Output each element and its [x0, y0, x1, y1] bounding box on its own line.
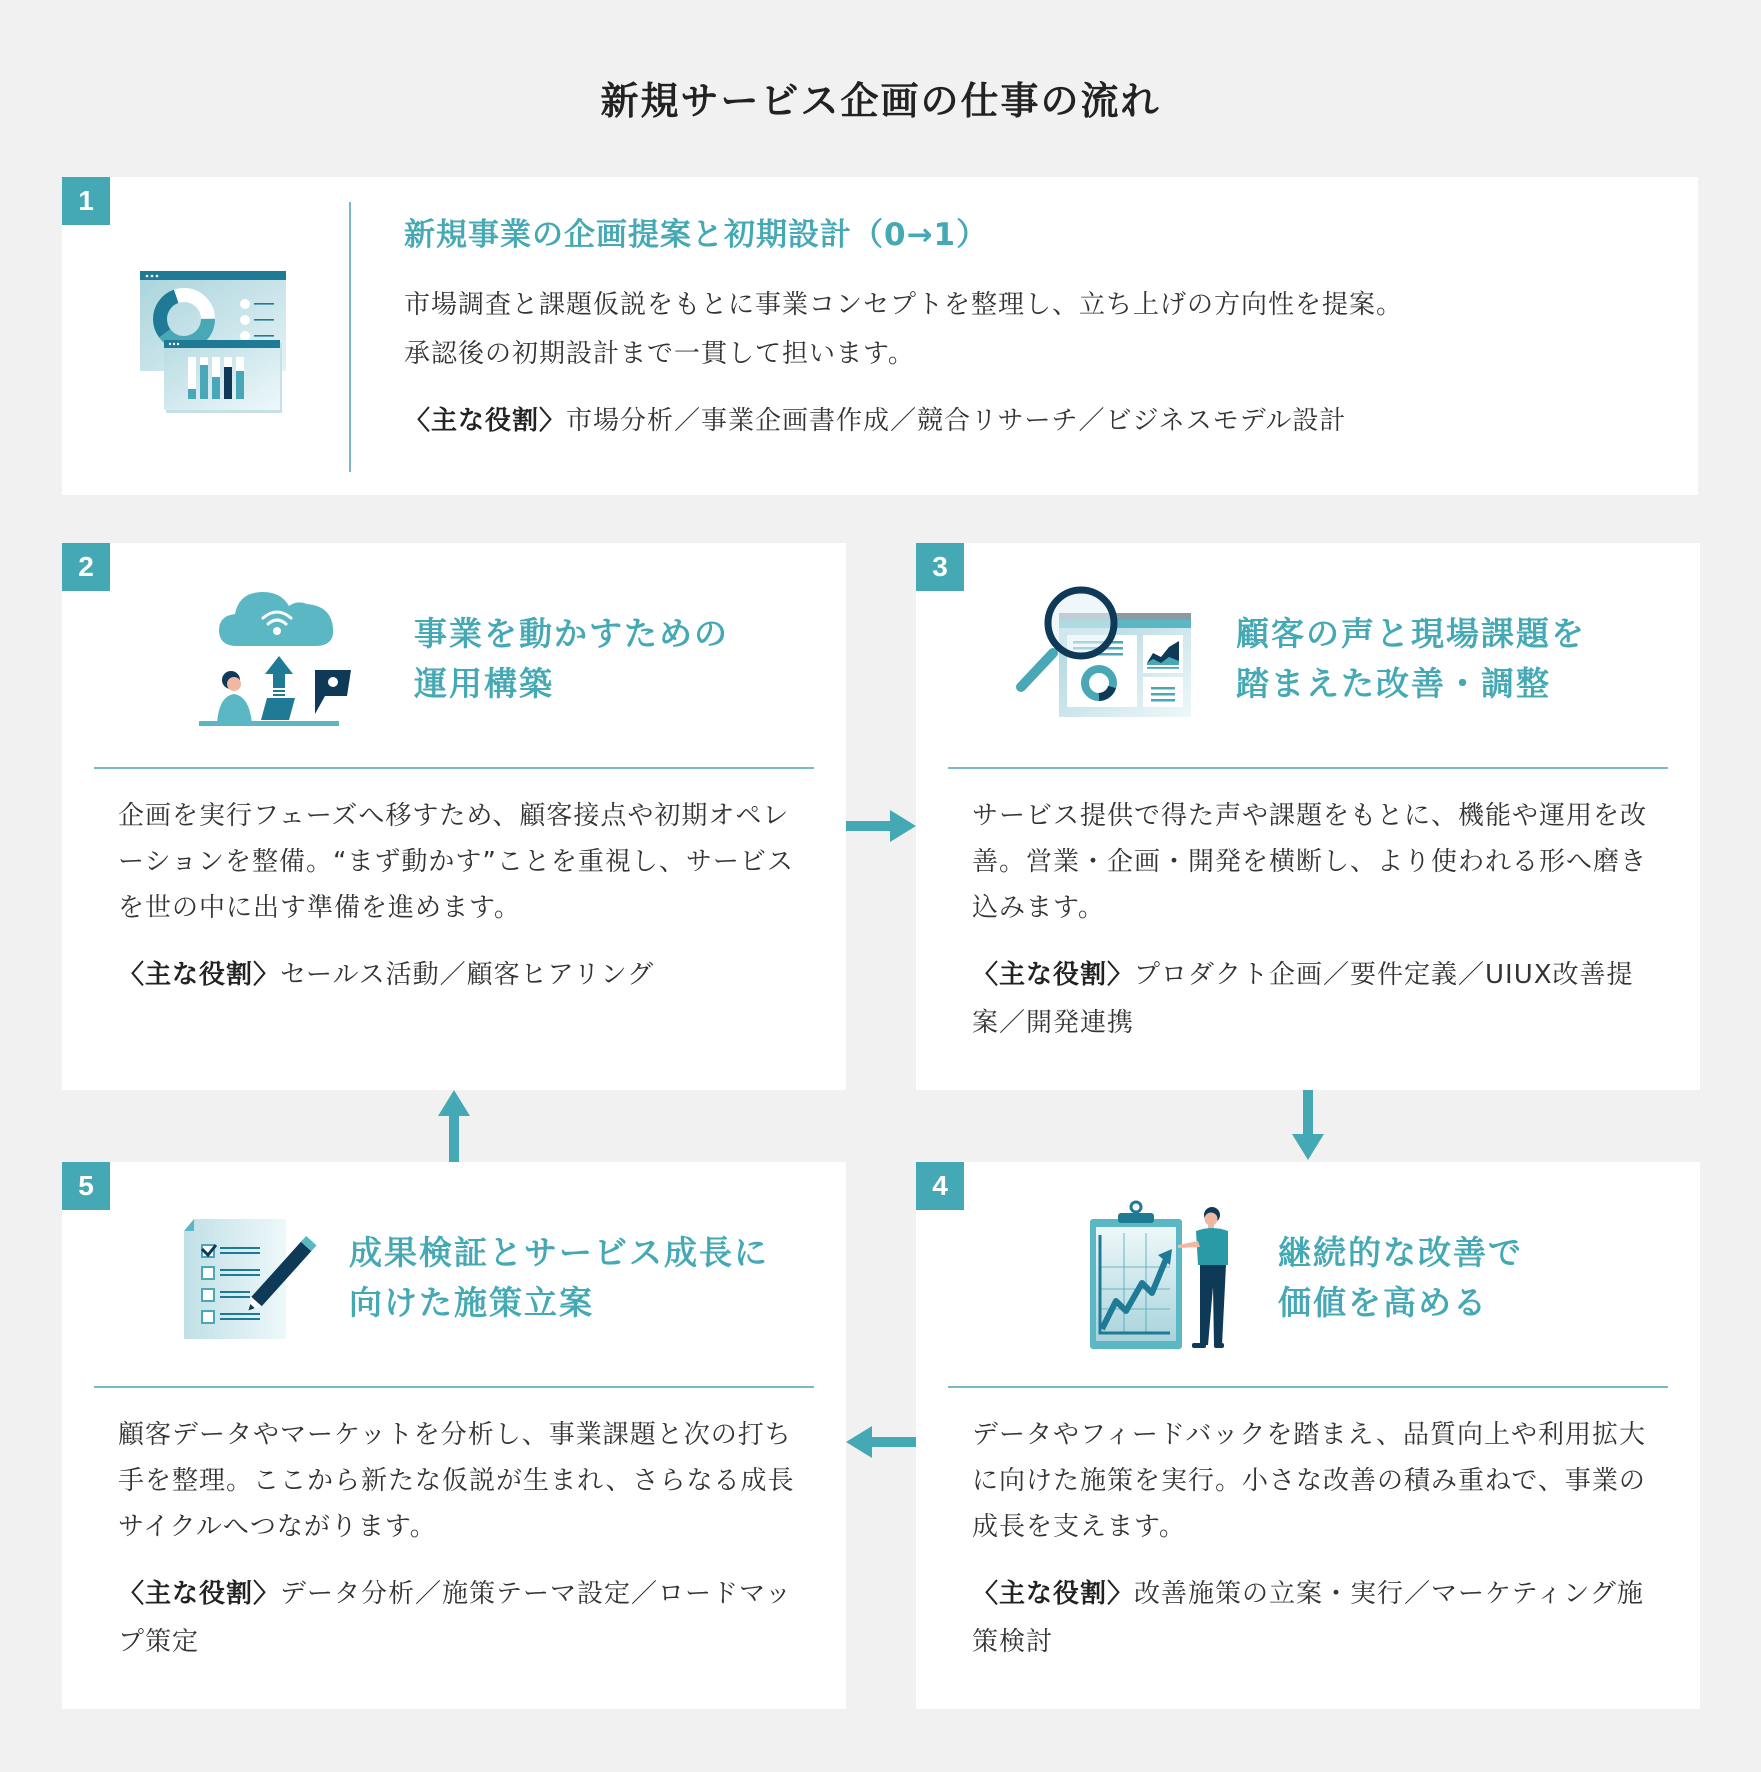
step-1-content [404, 215, 1654, 443]
roles-label: 〈主な役割〉 [972, 1579, 1135, 1609]
roles-list: データ分析／施策テーマ設定／ロードマップ策定 [118, 1579, 792, 1657]
step-number-badge: 5 [62, 1162, 110, 1210]
dashboard-charts-icon [132, 259, 292, 419]
step-number-badge: 2 [62, 543, 110, 591]
heading-line: 踏まえた改善・調整 [1236, 664, 1551, 703]
heading-line: 成果検証とサービス成長に [349, 1233, 769, 1272]
step-number-badge: 4 [916, 1162, 964, 1210]
roles-list: 市場分析／事業企画書作成／競合リサーチ／ビジネスモデル設計 [566, 406, 1347, 437]
roles-list: プロダクト企画／要件定義／UIUX改善提案／開発連携 [972, 960, 1634, 1038]
checklist-pencil-icon [182, 1207, 322, 1342]
roles-list: 改善施策の立案・実行／マーケティング施策検討 [972, 1579, 1644, 1657]
step-description-line: 市場調査と課題仮説をもとに事業コンセプトを整理し、立ち上げの方向性を提案。 [404, 290, 1404, 321]
heading-line: 顧客の声と現場課題を [1236, 614, 1586, 653]
step-heading [1236, 609, 1586, 709]
step-heading: 新規事業の企画提案と初期設計（0→1） [404, 217, 989, 253]
step-description-line: 承認後の初期設計まで一貫して担います。 [404, 339, 915, 370]
step-description: サービス提供で得た声や課題をもとに、機能や運用を改善。営業・企画・開発を横断し、より使われる形へ磨き込みます。 [972, 801, 1648, 923]
cloud-upload-person-icon [197, 578, 372, 728]
heading-line: 向けた施策立案 [349, 1283, 594, 1322]
horizontal-divider [94, 1386, 814, 1388]
page-title: 新規サービス企画の仕事の流れ [600, 79, 1161, 123]
step-heading [414, 609, 729, 709]
step-body [972, 1412, 1652, 1666]
step-5-card [62, 1162, 846, 1709]
horizontal-divider [948, 1386, 1668, 1388]
arrow-down-icon [1290, 1090, 1326, 1162]
step-roles [118, 1570, 798, 1666]
heading-line: 価値を高める [1278, 1283, 1488, 1322]
step-description: 企画を実行フェーズへ移すため、顧客接点や初期オペレーションを整備。“まず動かす”ことを重視し、サービスを世の中に出す準備を進めます。 [118, 801, 794, 923]
roles-label: 〈主な役割〉 [404, 406, 567, 437]
step-description: 顧客データやマーケットを分析し、事業課題と次の打ち手を整理。ここから新たな仮説が生まれ、さらなる成長サイクルへつながります。 [118, 1420, 795, 1542]
horizontal-divider [94, 767, 814, 769]
step-roles [118, 951, 798, 999]
horizontal-divider [948, 767, 1668, 769]
step-description: データやフィードバックを踏まえ、品質向上や利用拡大に向けた施策を実行。小さな改善の積み重ねで、事業の成長を支えます。 [972, 1420, 1646, 1542]
arrow-left-icon [846, 1424, 916, 1460]
step-roles [972, 1570, 1652, 1666]
roles-label: 〈主な役割〉 [972, 960, 1135, 990]
roles-label: 〈主な役割〉 [118, 1579, 281, 1609]
step-heading [349, 1228, 769, 1328]
step-2-card [62, 543, 846, 1090]
step-4-card [916, 1162, 1700, 1709]
roles-list: セールス活動／顧客ヒアリング [280, 960, 655, 990]
arrow-right-icon [846, 808, 916, 844]
magnifier-report-icon [1011, 583, 1196, 723]
step-roles [972, 951, 1652, 1047]
step-body [972, 793, 1652, 1047]
step-3-card [916, 543, 1700, 1090]
heading-line: 継続的な改善で [1278, 1233, 1523, 1272]
step-roles [404, 399, 1654, 443]
step-body [118, 793, 798, 999]
roles-label: 〈主な役割〉 [118, 960, 281, 990]
step-heading [1278, 1228, 1523, 1328]
step-number-badge: 3 [916, 543, 964, 591]
step-1-card [62, 177, 1698, 495]
heading-line: 事業を動かすための [414, 614, 729, 653]
growth-chart-presenter-icon [1086, 1197, 1246, 1352]
arrow-up-icon [436, 1090, 472, 1162]
step-body [118, 1412, 798, 1666]
heading-line: 運用構築 [414, 664, 554, 703]
vertical-divider [349, 202, 351, 472]
step-number-badge: 1 [62, 177, 110, 225]
